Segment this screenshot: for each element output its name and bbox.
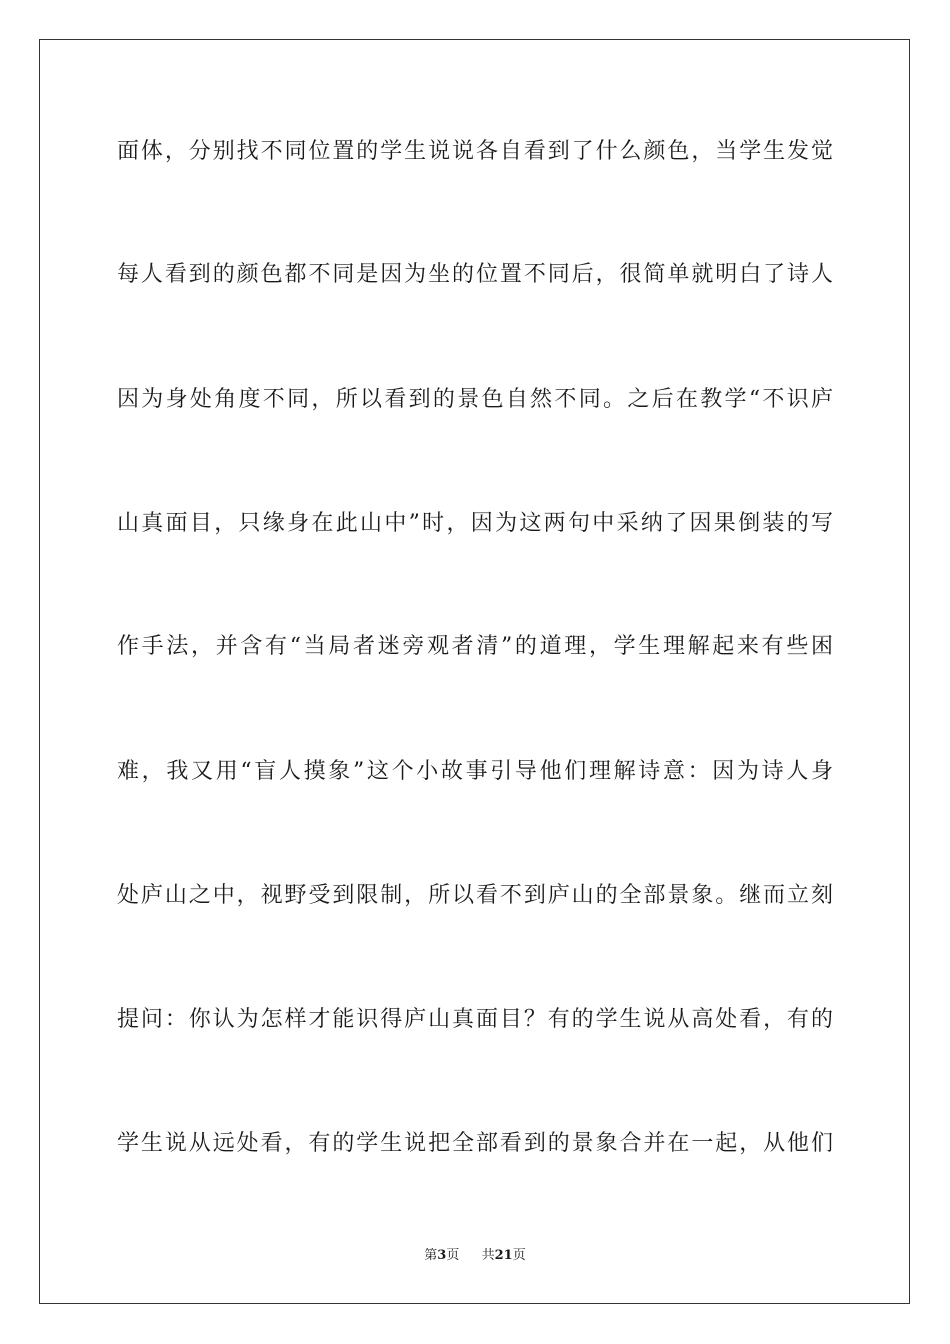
- page-footer: [0, 1247, 950, 1265]
- total-prefix: 共: [481, 1248, 495, 1263]
- text-line-4: 山真面目，只缘身在此山中”时，因为这两句中采纳了因果倒装的写: [117, 511, 833, 536]
- page-number: 3: [437, 1248, 447, 1263]
- text-line-7: 处庐山之中，视野受到限制，所以看不到庐山的全部景象。继而立刻: [117, 883, 833, 908]
- page-border: [39, 39, 910, 1304]
- page-label: [424, 1248, 463, 1263]
- text-line-2: 每人看到的颜色都不同是因为坐的位置不同后，很简单就明白了诗人: [117, 262, 833, 287]
- page-suffix: 页: [446, 1248, 460, 1263]
- total-pages-label: [482, 1248, 526, 1263]
- total-pages: 21: [494, 1248, 513, 1263]
- page-prefix: 第: [424, 1248, 438, 1263]
- text-line-6: 难，我又用“盲人摸象”这个小故事引导他们理解诗意：因为诗人身: [117, 759, 833, 784]
- total-suffix: 页: [512, 1248, 526, 1263]
- text-line-8: 提问：你认为怎样才能识得庐山真面目？有的学生说从高处看，有的: [117, 1007, 833, 1032]
- text-line-5: 作手法，并含有“当局者迷旁观者清”的道理，学生理解起来有些困: [117, 634, 833, 659]
- text-line-9: 学生说从远处看，有的学生说把全部看到的景象合并在一起，从他们: [117, 1131, 833, 1156]
- text-line-3: 因为身处角度不同，所以看到的景色自然不同。之后在教学“不识庐: [117, 387, 833, 412]
- text-line-1: 面体，分别找不同位置的学生说说各自看到了什么颜色，当学生发觉: [117, 139, 833, 164]
